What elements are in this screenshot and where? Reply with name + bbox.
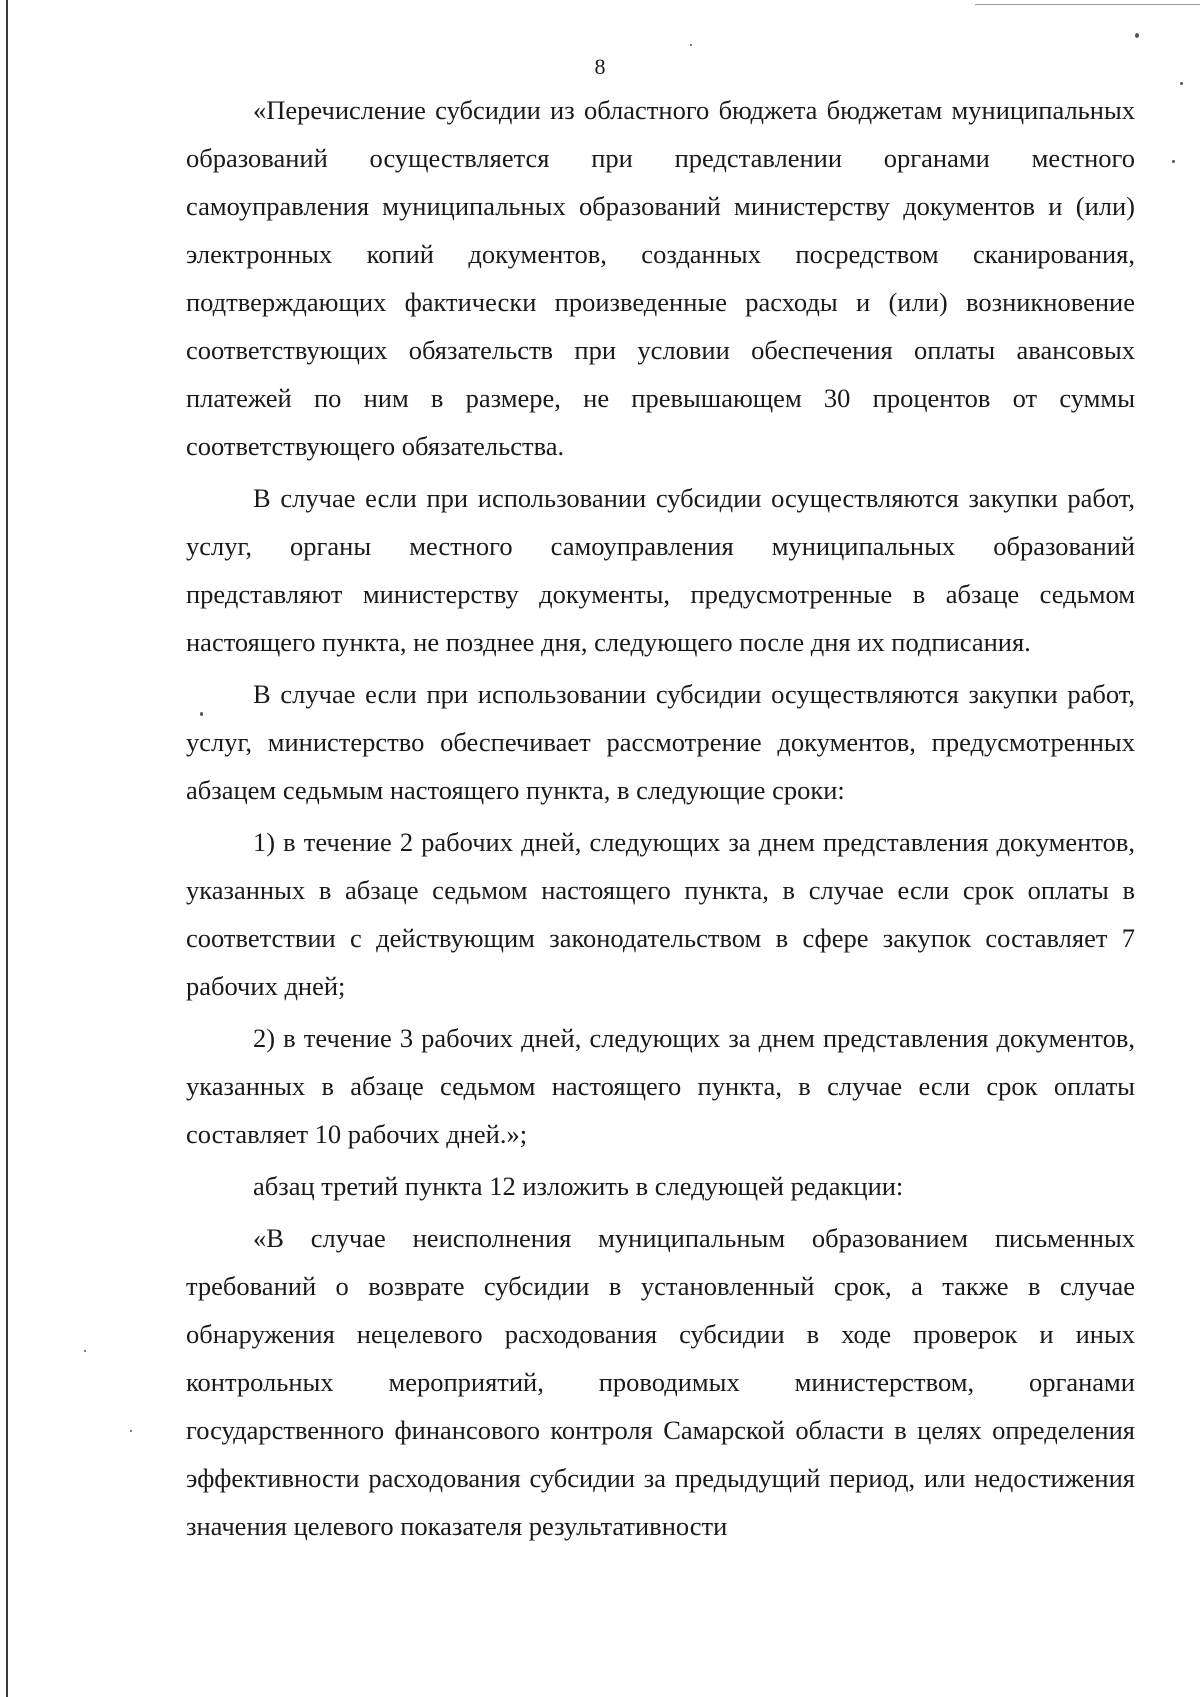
scan-speck [200,712,203,716]
scan-speck [690,44,692,46]
paragraph-amendment-instruction: абзац третий пункта 12 изложить в следующей редакции: [253,1171,904,1201]
page-number: 8 [594,54,606,79]
paragraph-ministry-review: В случае если при использовании субсидии осуществляются закупки работ, услуг, министерство обеспечивает рассмотрение документов, предусмотренных абзацем седьмым настоящего пункта, в следующие сроки: [186,679,1135,805]
list-item-1: 1) в течение 2 рабочих дней, следующих за днем представления документов, указанных в абзаце седьмом настоящего пункта, в случае если срок оплаты в соответствии с действующим законодательством в сфере закупок составляет 7 рабочих дней; [186,827,1135,1001]
scan-speck [1180,82,1183,85]
paragraph-non-fulfillment: «В случае неисполнения муниципальным образованием письменных требований о возврате субсидии в установленный срок, а также в случае обнаружения нецелевого расходования субсидии в ходе проверок и иных контрольных мероприятий, проводимых министерством, органами государственного финансового контроля Самарской области в целях определения эффективности расходования субсидии за предыдущий период, или недостижения значения целевого показателя результативности [186,1223,1135,1541]
scan-speck [1135,33,1139,38]
scan-left-edge [6,0,8,1697]
list-item-2: 2) в течение 3 рабочих дней, следующих за днем представления документов, указанных в абзаце седьмом настоящего пункта, в случае если срок оплаты составляет 10 рабочих дней.»; [186,1023,1135,1149]
scan-speck [130,1430,132,1432]
scan-top-edge [975,4,1200,5]
scan-speck [84,1350,86,1352]
document-body [186,86,1135,1550]
paragraph-procurement-documents: В случае если при использовании субсидии осуществляются закупки работ, услуг, органы местного самоуправления муниципальных образований представляют министерству документы, предусмотренные в абзаце седьмом настоящего пункта, не позднее дня, следующего после дня их подписания. [186,483,1135,657]
scan-speck [1172,160,1175,163]
paragraph-subsidy-transfer: «Перечисление субсидии из областного бюджета бюджетам муниципальных образований осуществляется при представлении органами местного самоуправления муниципальных образований министерству документов и (или) электронных копий документов, созданных посредством сканирования, подтверждающих фактически произведенные расходы и (или) возникновение соответствующих обязательств при условии обеспечения оплаты авансовых платежей по ним в размере, не превышающем 30 процентов от суммы соответствующего обязательства. [186,95,1135,461]
